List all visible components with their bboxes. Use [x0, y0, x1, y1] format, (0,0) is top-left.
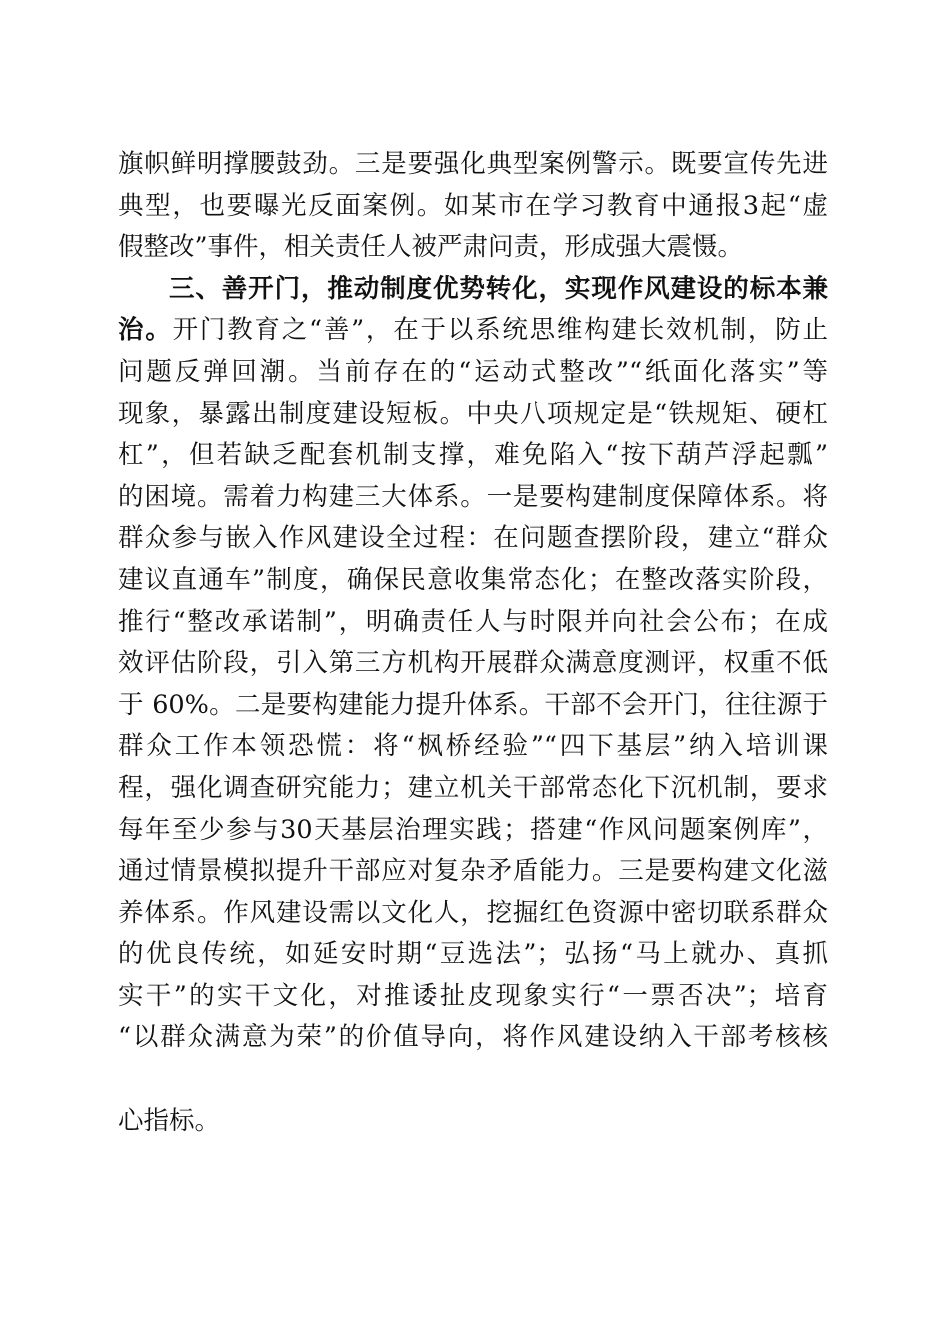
text-line: 的优良传统，如延安时期“豆选法”；弘扬“马上就办、真抓	[118, 939, 828, 970]
text-line: 程，强化调查研究能力；建立机关干部常态化下沉机制，要求	[118, 772, 828, 803]
text-line: 实干”的实干文化，对推诿扯皮现象实行“一票否决”；培育	[118, 980, 828, 1011]
text-line: “以群众满意为荣”的价值导向，将作风建设纳入干部考核核	[118, 1022, 828, 1053]
text-line: 群众参与嵌入作风建设全过程：在问题查摆阶段，建立“群众	[118, 523, 828, 554]
text-line: 效评估阶段，引入第三方机构开展群众满意度测评，权重不低	[118, 648, 828, 679]
section-heading-end: 治。	[118, 315, 173, 346]
text-line	[118, 1059, 828, 1101]
text-line: 问题反弹回潮。当前存在的“运动式整改”“纸面化落实”等	[118, 356, 828, 387]
text-line: 现象，暴露出制度建设短板。中央八项规定是“铁规矩、硬杠	[118, 398, 828, 429]
text-line: 旗帜鲜明撑腰鼓劲。三是要强化典型案例警示。既要宣传先进	[118, 149, 828, 179]
text-line: 典型，也要曝光反面案例。如某市在学习教育中通报3起“虚	[118, 190, 828, 221]
text-line: 假整改”事件，相关责任人被严肃问责，形成强大震慑。	[118, 232, 744, 263]
text-line: 建议直通车”制度，确保民意收集常态化；在整改落实阶段，	[118, 564, 828, 595]
document-body	[118, 144, 828, 1142]
section-heading: 三、善开门，推动制度优势转化，实现作风建设的标本兼	[169, 273, 828, 304]
text-line: 心指标。	[118, 1105, 221, 1136]
text-line: 的困境。需着力构建三大体系。一是要构建制度保障体系。将	[118, 481, 828, 512]
text-line: 养体系。作风建设需以文化人，挖掘红色资源中密切联系群众	[118, 897, 828, 928]
text-line: 通过情景模拟提升干部应对复杂矛盾能力。三是要构建文化滋	[118, 856, 828, 887]
text-line: 杠”，但若缺乏配套机制支撑，难免陷入“按下葫芦浮起瓢”	[118, 440, 828, 471]
text-line	[118, 310, 828, 352]
text-line: 每年至少参与30天基层治理实践；搭建“作风问题案例库”，	[118, 814, 828, 845]
text-line: 推行“整改承诺制”，明确责任人与时限并向社会公布；在成	[118, 606, 828, 637]
text-line: 于 60%。二是要构建能力提升体系。干部不会开门，往往源于	[118, 689, 828, 720]
text-line: 群众工作本领恐慌：将“枫桥经验”“四下基层”纳入培训课	[118, 731, 828, 762]
text-span: 开门教育之“善”，在于以系统思维构建长效机制，防止	[172, 315, 828, 346]
